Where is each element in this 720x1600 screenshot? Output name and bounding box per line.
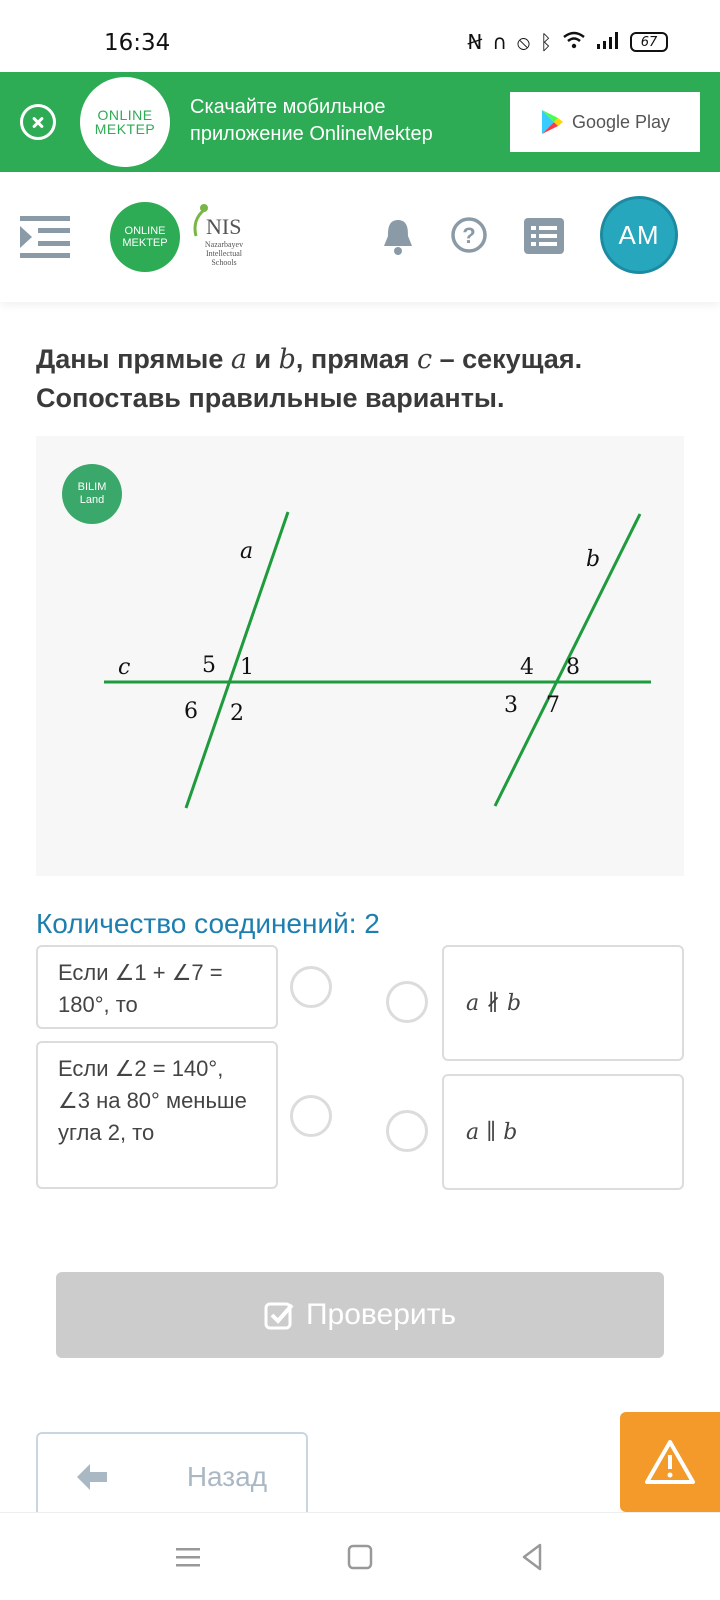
arrow-left-icon: [77, 1464, 109, 1490]
label-b: b: [586, 547, 601, 572]
system-nav-bar: [0, 1512, 720, 1600]
google-play-icon: [540, 109, 564, 135]
back-nav-icon[interactable]: [516, 1541, 548, 1573]
match-left-2[interactable]: Если ∠2 = 140°, ∠3 на 80° меньше угла 2, то: [36, 1041, 278, 1189]
bilimland-logo: BILIM Land: [62, 464, 122, 524]
back-button[interactable]: Назад: [36, 1432, 308, 1522]
promo-text: Скачайте мобильное приложение OnlineMektep: [190, 96, 433, 145]
onlinemektep-logo[interactable]: ONLINE MEKTEP: [110, 202, 180, 272]
match-right-2[interactable]: a ∥ b: [442, 1074, 684, 1190]
match-right-1[interactable]: a ∦ b: [442, 945, 684, 1061]
angle-2: 2: [230, 701, 244, 726]
vibrate-off-icon: ⦸: [516, 30, 530, 54]
angle-1: 1: [240, 655, 254, 680]
match-left-1[interactable]: Если ∠1 + ∠7 = 180°, то: [36, 945, 278, 1029]
connector-left-1[interactable]: [290, 966, 332, 1008]
figure-svg: [36, 436, 684, 876]
angle-8: 8: [566, 655, 580, 680]
help-icon[interactable]: [450, 216, 488, 254]
battery-icon: 67: [630, 32, 668, 52]
status-icons: [467, 30, 668, 54]
onlinemektep-logo: ONLINE MEKTEP: [80, 77, 170, 167]
promo-banner: [0, 72, 720, 172]
check-button[interactable]: Проверить: [56, 1272, 664, 1358]
label-a: a: [240, 539, 254, 564]
connector-left-2[interactable]: [290, 1095, 332, 1137]
list-icon[interactable]: [524, 218, 564, 254]
warning-icon: [644, 1439, 696, 1485]
headphones-icon: ∩: [492, 30, 507, 54]
angle-3: 3: [504, 693, 518, 718]
app-header: [0, 172, 720, 302]
signal-icon: [596, 30, 620, 54]
menu-collapse-icon[interactable]: [20, 214, 70, 260]
bell-icon[interactable]: [380, 216, 416, 256]
nis-logo-text: NIS: [206, 214, 242, 239]
task-title: Даны прямые a и b, прямая c – секущая. Сопоставь правильные варианты.: [36, 344, 583, 413]
svg-text:?: ?: [462, 223, 476, 248]
label-c: c: [118, 655, 131, 680]
status-bar: [0, 0, 720, 72]
checkbox-icon: [264, 1300, 294, 1330]
status-time: 16:34: [104, 30, 171, 56]
connections-count: Количество соединений: 2: [36, 908, 380, 939]
nfc-icon: Ꞥ: [467, 30, 483, 54]
nis-logo-subtitle: Nazarbayev Intellectual Schools: [204, 240, 244, 267]
wifi-icon: [562, 30, 586, 54]
angle-6: 6: [184, 699, 198, 724]
angle-5: 5: [202, 653, 216, 678]
angle-4: 4: [520, 655, 534, 680]
connector-right-2[interactable]: [386, 1110, 428, 1152]
google-play-button[interactable]: Google Play: [510, 92, 700, 152]
avatar[interactable]: AM: [600, 196, 678, 274]
home-icon[interactable]: [344, 1541, 376, 1573]
recent-apps-icon[interactable]: [172, 1541, 204, 1573]
connector-right-1[interactable]: [386, 981, 428, 1023]
angle-7: 7: [546, 693, 560, 718]
close-icon[interactable]: [20, 104, 56, 140]
bluetooth-icon: ᛒ: [540, 30, 552, 54]
geometry-figure: [36, 436, 684, 876]
report-button[interactable]: [620, 1412, 720, 1512]
